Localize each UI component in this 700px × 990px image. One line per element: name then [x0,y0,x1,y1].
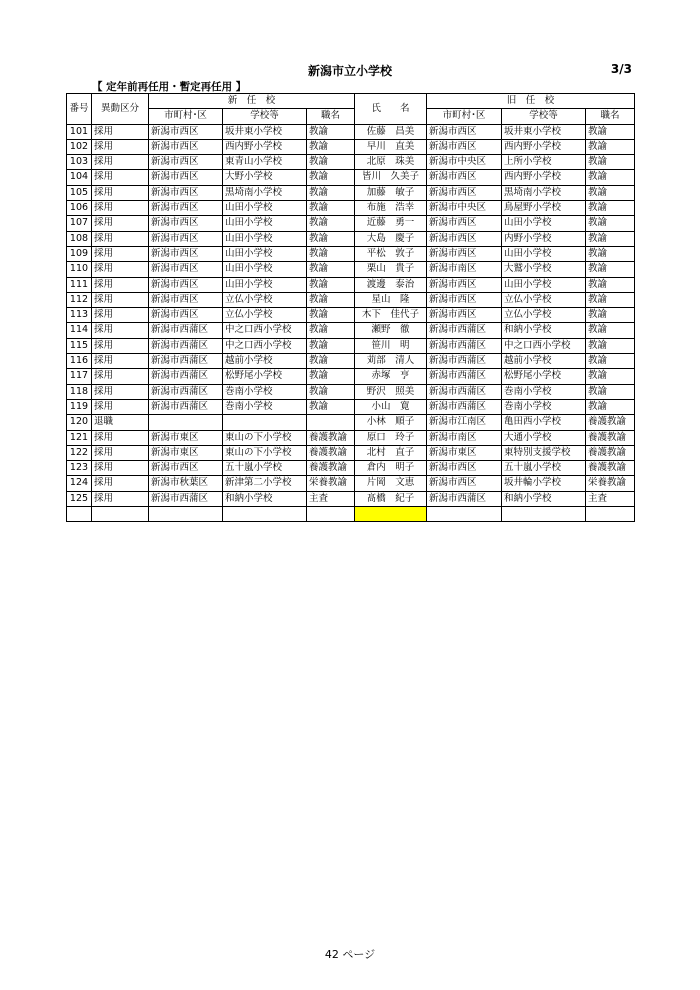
cell-old-city: 新潟市南区 [427,262,502,277]
cell-new-position: 教諭 [307,231,355,246]
table-body [67,124,635,522]
cell-old-position: 教諭 [586,354,635,369]
cell-new-city: 新潟市西区 [149,185,223,200]
table-row [67,185,635,200]
header-no: 番号 [67,94,92,125]
cell-new-city: 新潟市西区 [149,246,223,261]
cell-name: 野沢 照美 [355,384,427,399]
cell-new-position: 養護教諭 [307,461,355,476]
cell-new-school: 黒埼南小学校 [223,185,307,200]
cell-old-position: 教諭 [586,231,635,246]
cell-name: 小山 寛 [355,399,427,414]
cell-new-city: 新潟市西蒲区 [149,491,223,506]
cell-old-position: 教諭 [586,323,635,338]
cell-new-school [223,415,307,430]
cell-new-city: 新潟市西区 [149,170,223,185]
cell-old-school: 坂井東小学校 [502,124,586,139]
cell-new-position: 教諭 [307,201,355,216]
cell-category: 採用 [92,292,149,307]
cell-old-school: 山田小学校 [502,277,586,292]
header-old-city: 市町村･区 [427,109,502,124]
cell-number: 103 [67,155,92,170]
cell-old-city: 新潟市西区 [427,216,502,231]
cell-category: 採用 [92,430,149,445]
cell-category: 採用 [92,308,149,323]
cell-old-position: 教諭 [586,170,635,185]
cell-new-school: 立仏小学校 [223,308,307,323]
empty-cell-number [67,507,92,522]
cell-old-position: 養護教諭 [586,415,635,430]
cell-name: 瀬野 徹 [355,323,427,338]
cell-old-city: 新潟市中央区 [427,201,502,216]
cell-new-school: 西内野小学校 [223,139,307,154]
header-old-school-name: 学校等 [502,109,586,124]
cell-name: 小林 順子 [355,415,427,430]
cell-new-school: 山田小学校 [223,216,307,231]
cell-old-school: 坂井輪小学校 [502,476,586,491]
cell-new-school: 立仏小学校 [223,292,307,307]
empty-cell-old-city [427,507,502,522]
table-row [67,277,635,292]
cell-new-school: 山田小学校 [223,277,307,292]
cell-new-position [307,415,355,430]
cell-old-school: 大通小学校 [502,430,586,445]
cell-new-school: 越前小学校 [223,354,307,369]
cell-new-position: 教諭 [307,384,355,399]
cell-name: 皆川 久美子 [355,170,427,185]
cell-new-school: 大野小学校 [223,170,307,185]
cell-old-city: 新潟市西蒲区 [427,323,502,338]
cell-old-city: 新潟市江南区 [427,415,502,430]
empty-row [67,507,635,522]
cell-new-city: 新潟市東区 [149,445,223,460]
cell-new-school: 松野尾小学校 [223,369,307,384]
cell-name: 片岡 文恵 [355,476,427,491]
cell-new-school: 中之口西小学校 [223,323,307,338]
cell-number: 113 [67,308,92,323]
cell-old-school: 五十嵐小学校 [502,461,586,476]
cell-number: 115 [67,338,92,353]
cell-new-city: 新潟市西区 [149,124,223,139]
cell-old-position: 教諭 [586,155,635,170]
cell-new-city: 新潟市西区 [149,139,223,154]
cell-category: 採用 [92,491,149,506]
cell-number: 118 [67,384,92,399]
empty-cell-name [355,507,427,522]
empty-cell-new-city [149,507,223,522]
cell-number: 106 [67,201,92,216]
cell-category: 採用 [92,231,149,246]
cell-old-school: 内野小学校 [502,231,586,246]
cell-new-position: 教諭 [307,292,355,307]
cell-new-city: 新潟市秋葉区 [149,476,223,491]
table-row [67,155,635,170]
table-row [67,338,635,353]
cell-name: 栗山 貴子 [355,262,427,277]
cell-new-position: 栄養教諭 [307,476,355,491]
cell-old-school: 西内野小学校 [502,170,586,185]
cell-new-city: 新潟市西蒲区 [149,338,223,353]
page-title: 新潟市立小学校 [307,64,392,78]
table-row [67,491,635,506]
cell-old-position: 教諭 [586,185,635,200]
cell-category: 採用 [92,384,149,399]
table-row [67,445,635,460]
cell-number: 110 [67,262,92,277]
cell-category: 採用 [92,354,149,369]
cell-new-position: 養護教諭 [307,430,355,445]
cell-new-position: 教諭 [307,216,355,231]
cell-name: 佐藤 昌美 [355,124,427,139]
cell-number: 105 [67,185,92,200]
cell-old-position: 教諭 [586,384,635,399]
cell-category: 採用 [92,216,149,231]
table-row [67,323,635,338]
cell-old-position: 養護教諭 [586,461,635,476]
cell-new-position: 教諭 [307,354,355,369]
cell-new-school: 東青山小学校 [223,155,307,170]
cell-old-school: 中之口西小学校 [502,338,586,353]
empty-cell-new-position [307,507,355,522]
cell-name: 平松 敦子 [355,246,427,261]
cell-number: 117 [67,369,92,384]
cell-new-position: 教諭 [307,369,355,384]
cell-old-school: 山田小学校 [502,216,586,231]
header-new-city: 市町村･区 [149,109,223,124]
cell-new-city [149,415,223,430]
cell-old-school: 上所小学校 [502,155,586,170]
empty-cell-new-school [223,507,307,522]
cell-number: 112 [67,292,92,307]
cell-category: 採用 [92,185,149,200]
cell-old-city: 新潟市西区 [427,277,502,292]
cell-name: 大島 慶子 [355,231,427,246]
cell-new-school: 東山の下小学校 [223,445,307,460]
cell-new-position: 教諭 [307,308,355,323]
cell-new-position: 教諭 [307,338,355,353]
cell-name: 髙橋 紀子 [355,491,427,506]
cell-number: 109 [67,246,92,261]
cell-new-school: 東山の下小学校 [223,430,307,445]
cell-number: 107 [67,216,92,231]
cell-old-city: 新潟市西区 [427,139,502,154]
cell-new-school: 巻南小学校 [223,384,307,399]
cell-category: 採用 [92,323,149,338]
cell-old-position: 教諭 [586,262,635,277]
cell-number: 121 [67,430,92,445]
cell-name: 加藤 敏子 [355,185,427,200]
cell-old-city: 新潟市西蒲区 [427,354,502,369]
cell-old-school: 巻南小学校 [502,399,586,414]
cell-category: 退職 [92,415,149,430]
cell-new-city: 新潟市西区 [149,262,223,277]
cell-new-city: 新潟市西区 [149,155,223,170]
table-row [67,415,635,430]
cell-old-position: 教諭 [586,124,635,139]
cell-new-school: 山田小学校 [223,262,307,277]
cell-name: 笹川 明 [355,338,427,353]
cell-new-position: 主査 [307,491,355,506]
cell-number: 122 [67,445,92,460]
cell-category: 採用 [92,139,149,154]
cell-new-position: 教諭 [307,323,355,338]
cell-old-city: 新潟市西蒲区 [427,338,502,353]
cell-new-school: 巻南小学校 [223,399,307,414]
cell-category: 採用 [92,246,149,261]
cell-old-city: 新潟市西蒲区 [427,384,502,399]
cell-new-city: 新潟市西区 [149,292,223,307]
table-row [67,292,635,307]
table-row [67,231,635,246]
cell-old-position: 教諭 [586,277,635,292]
cell-category: 採用 [92,170,149,185]
table-row [67,308,635,323]
cell-old-city: 新潟市西蒲区 [427,369,502,384]
cell-old-school: 松野尾小学校 [502,369,586,384]
section-label: 【 定年前再任用・暫定再任用 】 [92,81,247,93]
cell-old-position: 教諭 [586,308,635,323]
cell-old-school: 和納小学校 [502,491,586,506]
cell-new-school: 中之口西小学校 [223,338,307,353]
table-row [67,201,635,216]
cell-old-school: 和納小学校 [502,323,586,338]
table-row [67,384,635,399]
cell-new-school: 山田小学校 [223,201,307,216]
cell-old-school: 立仏小学校 [502,292,586,307]
cell-number: 114 [67,323,92,338]
header-row-2 [67,109,635,124]
cell-new-position: 教諭 [307,262,355,277]
cell-new-city: 新潟市西区 [149,201,223,216]
cell-old-position: 教諭 [586,338,635,353]
cell-new-position: 養護教諭 [307,445,355,460]
cell-old-city: 新潟市東区 [427,445,502,460]
cell-number: 120 [67,415,92,430]
cell-old-position: 養護教諭 [586,445,635,460]
table-row [67,461,635,476]
cell-number: 104 [67,170,92,185]
cell-old-school: 巻南小学校 [502,384,586,399]
table-row [67,124,635,139]
cell-name: 倉内 明子 [355,461,427,476]
cell-category: 採用 [92,476,149,491]
cell-new-position: 教諭 [307,277,355,292]
table-row [67,170,635,185]
cell-old-school: 亀田西小学校 [502,415,586,430]
cell-old-school: 西内野小学校 [502,139,586,154]
table-row [67,262,635,277]
table-row [67,246,635,261]
cell-old-city: 新潟市西区 [427,170,502,185]
cell-name: 北村 直子 [355,445,427,460]
empty-cell-category [92,507,149,522]
cell-old-city: 新潟市西区 [427,308,502,323]
cell-category: 採用 [92,124,149,139]
cell-category: 採用 [92,399,149,414]
cell-new-position: 教諭 [307,246,355,261]
cell-old-school: 東特別支援学校 [502,445,586,460]
cell-category: 採用 [92,277,149,292]
table-row [67,399,635,414]
cell-category: 採用 [92,201,149,216]
table-row [67,430,635,445]
cell-name: 早川 直美 [355,139,427,154]
cell-name: 渡邊 泰治 [355,277,427,292]
cell-old-city: 新潟市南区 [427,430,502,445]
cell-category: 採用 [92,461,149,476]
cell-new-city: 新潟市西区 [149,461,223,476]
cell-name: 木下 佳代子 [355,308,427,323]
cell-new-city: 新潟市西区 [149,308,223,323]
cell-old-city: 新潟市西区 [427,185,502,200]
cell-new-school: 五十嵐小学校 [223,461,307,476]
cell-number: 124 [67,476,92,491]
cell-new-city: 新潟市西蒲区 [149,384,223,399]
header-name: 氏 名 [355,94,427,125]
cell-number: 108 [67,231,92,246]
cell-old-city: 新潟市西区 [427,231,502,246]
cell-new-school: 坂井東小学校 [223,124,307,139]
cell-old-position: 教諭 [586,399,635,414]
cell-old-position: 教諭 [586,216,635,231]
cell-number: 116 [67,354,92,369]
cell-new-city: 新潟市西蒲区 [149,399,223,414]
cell-old-position: 教諭 [586,139,635,154]
cell-new-city: 新潟市西区 [149,216,223,231]
cell-old-city: 新潟市西蒲区 [427,399,502,414]
cell-new-school: 和納小学校 [223,491,307,506]
cell-new-school: 新津第二小学校 [223,476,307,491]
cell-name: 苅部 清人 [355,354,427,369]
cell-name: 近藤 勇一 [355,216,427,231]
cell-old-city: 新潟市西蒲区 [427,491,502,506]
cell-new-position: 教諭 [307,399,355,414]
cell-name: 赤塚 亨 [355,369,427,384]
cell-old-position: 栄養教諭 [586,476,635,491]
cell-name: 星山 隆 [355,292,427,307]
cell-category: 採用 [92,155,149,170]
cell-old-city: 新潟市西区 [427,292,502,307]
page-count: 3/3 [610,62,632,76]
cell-old-city: 新潟市西区 [427,461,502,476]
cell-new-school: 山田小学校 [223,246,307,261]
cell-number: 111 [67,277,92,292]
cell-new-city: 新潟市東区 [149,430,223,445]
header-new-school-name: 学校等 [223,109,307,124]
personnel-table [66,93,635,522]
cell-old-school: 黒埼南小学校 [502,185,586,200]
cell-new-city: 新潟市西区 [149,277,223,292]
table-row [67,354,635,369]
cell-new-position: 教諭 [307,124,355,139]
empty-cell-old-position [586,507,635,522]
cell-new-city: 新潟市西蒲区 [149,354,223,369]
table-row [67,216,635,231]
cell-new-school: 山田小学校 [223,231,307,246]
table-row [67,369,635,384]
empty-cell-old-school [502,507,586,522]
cell-category: 採用 [92,262,149,277]
cell-old-school: 鳥屋野小学校 [502,201,586,216]
cell-new-position: 教諭 [307,155,355,170]
table-row [67,139,635,154]
cell-new-position: 教諭 [307,185,355,200]
header-old-position: 職名 [586,109,635,124]
cell-name: 布施 浩幸 [355,201,427,216]
cell-old-position: 教諭 [586,246,635,261]
cell-old-position: 主査 [586,491,635,506]
cell-old-position: 教諭 [586,292,635,307]
cell-new-city: 新潟市西蒲区 [149,369,223,384]
header-new-position: 職名 [307,109,355,124]
header-row-1 [67,94,635,109]
cell-number: 125 [67,491,92,506]
table-row [67,476,635,491]
cell-old-school: 立仏小学校 [502,308,586,323]
cell-old-city: 新潟市西区 [427,246,502,261]
page-number: 42 ページ [324,948,376,961]
cell-number: 119 [67,399,92,414]
cell-new-position: 教諭 [307,139,355,154]
cell-old-school: 越前小学校 [502,354,586,369]
cell-old-position: 養護教諭 [586,430,635,445]
cell-new-city: 新潟市西区 [149,231,223,246]
cell-old-city: 新潟市西区 [427,476,502,491]
cell-old-position: 教諭 [586,201,635,216]
cell-name: 原口 玲子 [355,430,427,445]
cell-category: 採用 [92,338,149,353]
cell-old-city: 新潟市西区 [427,124,502,139]
cell-category: 採用 [92,445,149,460]
cell-old-school: 大鷲小学校 [502,262,586,277]
cell-new-city: 新潟市西蒲区 [149,323,223,338]
cell-number: 101 [67,124,92,139]
header-new-school: 新 任 校 [149,94,355,109]
cell-old-position: 教諭 [586,369,635,384]
cell-name: 北原 珠美 [355,155,427,170]
cell-category: 採用 [92,369,149,384]
cell-old-city: 新潟市中央区 [427,155,502,170]
header-old-school: 旧 任 校 [427,94,635,109]
header-category: 異動区分 [92,94,149,125]
cell-new-position: 教諭 [307,170,355,185]
cell-old-school: 山田小学校 [502,246,586,261]
cell-number: 123 [67,461,92,476]
cell-number: 102 [67,139,92,154]
